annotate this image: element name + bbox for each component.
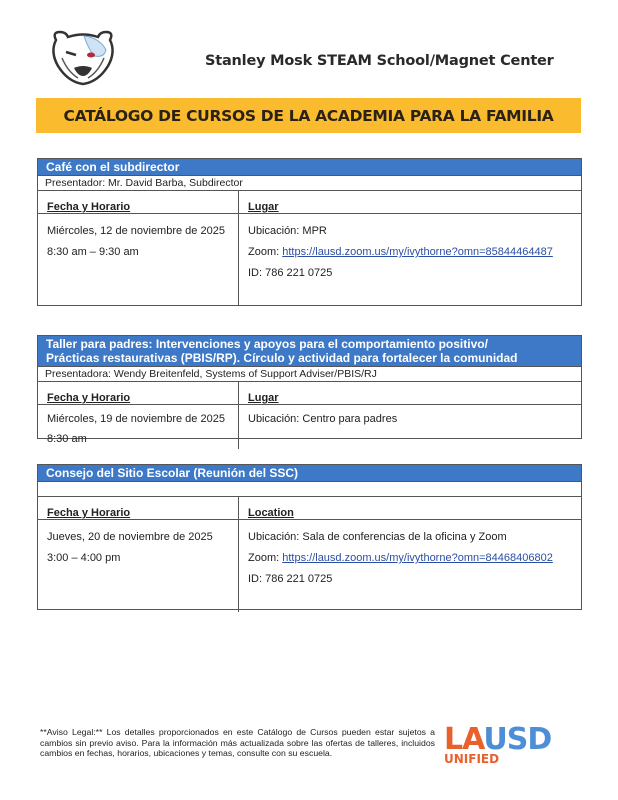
course-date: Jueves, 20 de noviembre de 2025 [47,531,213,543]
catalog-title: CATÁLOGO DE CURSOS DE LA ACADEMIA PARA LA FAMILIA [63,106,554,125]
course-presenter: Presentadora: Wendy Breitenfeld, Systems of Support Adviser/PBIS/RJ [38,367,581,382]
date-cell [38,214,238,306]
zoom-link[interactable]: https://lausd.zoom.us/my/ivythorne?omn=85844464487 [282,246,553,258]
column-header-place: Lugar [238,191,581,214]
course-title-line1: Taller para padres: Intervenciones y apoyos para el comportamiento positivo/ [46,337,488,351]
date-cell [38,520,238,612]
course-presenter: Presentador: Mr. David Barba, Subdirector [38,176,581,191]
course-title: Consejo del Sitio Escolar (Reunión del SSC) [38,465,581,482]
course-table-cafe [37,158,582,306]
course-time: 8:30 am – 9:30 am [47,246,139,258]
course-time: 3:00 – 4:00 pm [47,552,121,564]
place-cell [238,214,581,306]
legal-disclaimer: **Aviso Legal:** Los detalles proporcionados en este Catálogo de Cursos pueden estar sujetos a cambios sin previo aviso. Para la información más actualizada sobre las ofertas de talleres, incluidos cambios en fechas, horarios, ubicaciones y temas, consulte con su escuela. [40,727,435,758]
zoom-link[interactable]: https://lausd.zoom.us/my/ivythorne?omn=84468406802 [282,552,553,564]
zoom-label: Zoom: [248,246,283,258]
lausd-logo-unified: UNIFIED [444,752,500,766]
course-table-parent-workshop [37,335,582,445]
column-header-date: Fecha y Horario [38,497,238,520]
lausd-logo-usd: USD [483,722,552,757]
course-location: Ubicación: Sala de conferencias de la oficina y Zoom [248,531,507,543]
catalog-title-banner [36,98,581,133]
course-title [38,336,581,367]
column-header-place: Lugar [238,382,581,405]
course-date: Miércoles, 12 de noviembre de 2025 [47,225,225,237]
course-title: Café con el subdirector [38,159,581,176]
course-time: 8:30 am [47,433,87,445]
lausd-logo [444,722,552,766]
zoom-label: Zoom: [248,552,283,564]
course-table-ssc [37,464,582,610]
column-header-place: Location [238,497,581,520]
course-title-line2: Prácticas restaurativas (PBIS/RP). Círculo y actividad para fortalecer la comunidad [46,351,518,365]
date-cell [38,405,238,449]
column-header-date: Fecha y Horario [38,382,238,405]
course-location: Ubicación: Centro para padres [248,413,398,425]
school-name: Stanley Mosk STEAM School/Magnet Center [205,53,554,69]
bear-mascot-logo [48,28,118,86]
meeting-id: ID: 786 221 0725 [248,267,333,279]
place-cell [238,520,581,612]
course-date: Miércoles, 19 de noviembre de 2025 [47,413,225,425]
column-header-date: Fecha y Horario [38,191,238,214]
course-location: Ubicación: MPR [248,225,327,237]
meeting-id: ID: 786 221 0725 [248,573,333,585]
course-presenter [38,482,581,497]
lausd-logo-la: LA [444,722,484,757]
place-cell [238,405,581,449]
